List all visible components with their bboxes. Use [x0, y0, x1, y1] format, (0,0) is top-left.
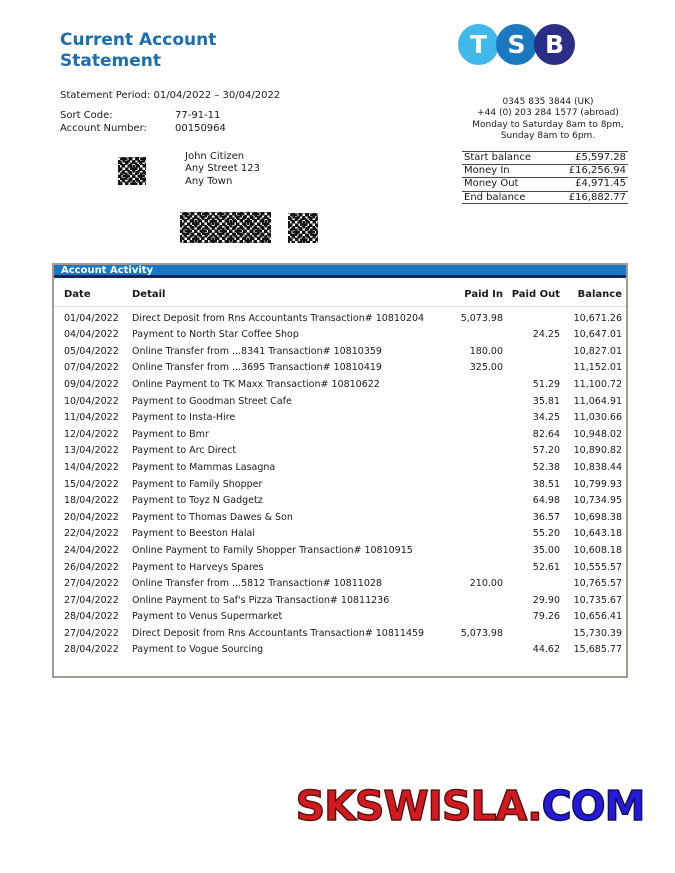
transaction-detail: Payment to Goodman Street Cafe — [132, 395, 292, 407]
balance-row-money-in — [462, 164, 628, 177]
transaction-date: 27/04/2022 — [64, 627, 119, 639]
col-header-detail: Detail — [132, 289, 166, 300]
transaction-paid-out: 38.51 — [532, 478, 560, 490]
transaction-balance: 15,685.77 — [573, 644, 622, 656]
statement-period-value: 01/04/2022 – 30/04/2022 — [153, 90, 281, 101]
transaction-detail: Direct Deposit from Rns Accountants Transaction# 10810204 — [132, 312, 425, 324]
statement-period — [60, 90, 280, 101]
transaction-paid-in — [447, 394, 503, 411]
transaction-paid-in: 210.00 — [469, 578, 503, 590]
transaction-row — [54, 609, 626, 626]
col-header-balance: Balance — [577, 289, 622, 300]
balance-value: £16,256.94 — [568, 165, 626, 177]
transaction-balance: 10,656.41 — [573, 611, 622, 623]
transaction-detail: Payment to Toyz N Gadgetz — [132, 495, 263, 507]
watermark-red-text: SKSWISLA. — [295, 782, 542, 830]
transaction-paid-out — [503, 626, 560, 643]
transaction-paid-in — [447, 642, 503, 659]
transaction-detail: Payment to Family Shopper — [132, 478, 263, 490]
balance-label: Start balance — [464, 152, 531, 163]
col-header-paid-in: Paid In — [464, 289, 503, 300]
transaction-row — [54, 344, 626, 361]
col-header-paid-out: Paid Out — [511, 289, 560, 300]
transaction-paid-in — [447, 443, 503, 460]
balance-value: £4,971.45 — [575, 178, 626, 190]
transaction-date: 12/04/2022 — [64, 428, 119, 440]
transaction-balance: 10,890.82 — [573, 445, 622, 457]
col-header-date: Date — [64, 289, 91, 300]
transaction-paid-out: 55.20 — [532, 528, 560, 540]
transaction-date: 01/04/2022 — [64, 312, 119, 324]
transaction-row — [54, 626, 626, 643]
transaction-balance: 11,064.91 — [573, 395, 622, 407]
transaction-paid-in — [447, 493, 503, 510]
transaction-detail: Payment to Bmr — [132, 428, 209, 440]
account-number-label: Account Number: — [60, 123, 147, 134]
transaction-row — [54, 377, 626, 394]
transaction-date: 13/04/2022 — [64, 445, 119, 457]
transaction-paid-out: 44.62 — [532, 644, 560, 656]
transaction-date: 26/04/2022 — [64, 561, 119, 573]
transaction-date: 09/04/2022 — [64, 378, 119, 390]
transaction-balance: 10,765.57 — [573, 578, 622, 590]
transaction-row — [54, 642, 626, 659]
transaction-paid-out: 36.57 — [532, 511, 560, 523]
watermark-blue-text: COM — [541, 782, 645, 830]
activity-rows — [54, 311, 626, 659]
sort-code-value: 77-91-11 — [175, 110, 221, 121]
transaction-paid-in — [447, 427, 503, 444]
transaction-detail: Payment to Harveys Spares — [132, 561, 264, 573]
bank-contact-line: Monday to Saturday 8am to 8pm, — [472, 119, 624, 130]
transaction-detail: Online Payment to TK Maxx Transaction# 10810622 — [132, 378, 380, 390]
logo-circle-t: T — [458, 24, 499, 65]
transaction-paid-in: 5,073.98 — [460, 627, 503, 639]
transaction-detail: Payment to Thomas Dawes & Son — [132, 511, 293, 523]
transaction-balance: 10,608.18 — [573, 544, 622, 556]
transaction-detail: Payment to Vogue Sourcing — [132, 644, 264, 656]
balance-summary-table — [462, 151, 628, 204]
transaction-date: 20/04/2022 — [64, 511, 119, 523]
transaction-paid-out: 52.61 — [532, 561, 560, 573]
transaction-detail: Payment to Arc Direct — [132, 445, 237, 457]
transaction-row — [54, 311, 626, 328]
transaction-row — [54, 510, 626, 527]
balance-label: End balance — [464, 191, 526, 203]
transaction-paid-out — [503, 311, 560, 328]
transaction-paid-in — [447, 510, 503, 527]
transaction-paid-out: 29.90 — [532, 594, 560, 606]
transaction-paid-out: 35.81 — [532, 395, 560, 407]
transaction-row — [54, 427, 626, 444]
transaction-balance: 11,100.72 — [573, 378, 622, 390]
transaction-detail: Payment to Mammas Lasagna — [132, 461, 276, 473]
transaction-date: 24/04/2022 — [64, 544, 119, 556]
transaction-date: 28/04/2022 — [64, 611, 119, 623]
transaction-balance: 10,799.93 — [573, 478, 622, 490]
bank-contact-line: +44 (0) 203 284 1577 (abroad) — [477, 108, 619, 119]
account-activity-section — [52, 263, 628, 678]
transaction-date: 27/04/2022 — [64, 594, 119, 606]
transaction-date: 11/04/2022 — [64, 412, 119, 424]
transaction-detail: Payment to Venus Supermarket — [132, 611, 283, 623]
sort-code-label: Sort Code: — [60, 110, 113, 121]
transaction-row — [54, 543, 626, 560]
recipient-address-block — [185, 151, 260, 188]
transaction-paid-out: 35.00 — [532, 544, 560, 556]
transaction-paid-out: 34.25 — [532, 412, 560, 424]
transaction-paid-in — [447, 543, 503, 560]
transaction-paid-out: 57.20 — [532, 445, 560, 457]
transaction-detail: Online Transfer from ...8341 Transaction# 10810359 — [132, 345, 382, 357]
transaction-paid-in: 5,073.98 — [460, 312, 503, 324]
transaction-paid-in — [447, 560, 503, 577]
tsb-logo — [461, 24, 575, 65]
balance-value: £5,597.28 — [575, 152, 626, 163]
transaction-detail: Payment to Insta-Hire — [132, 412, 236, 424]
recipient-address-line2: Any Town — [185, 175, 233, 187]
transaction-paid-out: 64.98 — [532, 495, 560, 507]
transaction-date: 10/04/2022 — [64, 395, 119, 407]
statement-period-label: Statement Period: — [60, 90, 151, 101]
transaction-row — [54, 493, 626, 510]
transaction-balance: 15,730.39 — [573, 627, 622, 639]
transaction-balance: 10,698.38 — [573, 511, 622, 523]
balance-label: Money In — [464, 165, 510, 177]
transaction-detail: Online Payment to Saf's Pizza Transaction# 10811236 — [132, 594, 390, 606]
transaction-date: 22/04/2022 — [64, 528, 119, 540]
transaction-row — [54, 593, 626, 610]
transaction-detail: Online Transfer from ...3695 Transaction# 10810419 — [132, 362, 382, 374]
balance-row-start — [462, 151, 628, 164]
site-watermark — [290, 782, 650, 830]
transaction-balance: 10,838.44 — [573, 461, 622, 473]
transaction-row — [54, 477, 626, 494]
transaction-paid-in — [447, 377, 503, 394]
bank-contact-line: 0345 835 3844 (UK) — [502, 97, 594, 107]
logo-circle-b: B — [534, 24, 575, 65]
balance-label: Money Out — [464, 178, 519, 190]
balance-row-money-out — [462, 177, 628, 190]
recipient-name: John Citizen — [185, 151, 245, 162]
page-title: Current Account Statement — [60, 30, 217, 72]
transaction-balance: 11,030.66 — [573, 412, 622, 424]
account-number-value: 00150964 — [175, 123, 226, 134]
transaction-date: 04/04/2022 — [64, 329, 119, 341]
transaction-paid-out: 24.25 — [532, 329, 560, 341]
transaction-date: 28/04/2022 — [64, 644, 119, 656]
transaction-paid-out: 79.26 — [532, 611, 560, 623]
transaction-paid-in: 325.00 — [469, 362, 503, 374]
transaction-balance: 10,948.02 — [573, 428, 622, 440]
account-activity-header-bar: Account Activity — [54, 265, 626, 278]
transaction-paid-in — [447, 593, 503, 610]
document-datamatrix-barcode-small — [288, 213, 318, 243]
transaction-paid-out — [503, 360, 560, 377]
transaction-date: 18/04/2022 — [64, 495, 119, 507]
transaction-row — [54, 460, 626, 477]
bank-contact-info — [438, 97, 658, 142]
transaction-row — [54, 443, 626, 460]
transaction-paid-in: 180.00 — [469, 345, 503, 357]
transaction-balance: 10,555.57 — [573, 561, 622, 573]
transaction-balance: 10,735.67 — [573, 594, 622, 606]
transaction-detail: Online Transfer from ...5812 Transaction# 10811028 — [132, 578, 382, 590]
transaction-paid-in — [447, 526, 503, 543]
balance-value: £16,882.77 — [568, 191, 626, 203]
transaction-paid-in — [447, 477, 503, 494]
transaction-paid-out — [503, 576, 560, 593]
transaction-detail: Direct Deposit from Rns Accountants Transaction# 10811459 — [132, 627, 425, 639]
transaction-balance: 10,643.18 — [573, 528, 622, 540]
transaction-row — [54, 576, 626, 593]
transaction-date: 05/04/2022 — [64, 345, 119, 357]
transaction-paid-in — [447, 609, 503, 626]
transaction-date: 15/04/2022 — [64, 478, 119, 490]
transaction-date: 07/04/2022 — [64, 362, 119, 374]
bank-contact-line: Sunday 8am to 6pm. — [500, 130, 596, 141]
transaction-row — [54, 526, 626, 543]
transaction-balance: 10,647.01 — [573, 329, 622, 341]
document-datamatrix-barcode-wide — [180, 212, 271, 243]
transaction-paid-in — [447, 460, 503, 477]
address-datamatrix-barcode — [118, 157, 146, 185]
transaction-date: 14/04/2022 — [64, 461, 119, 473]
transaction-balance: 10,671.26 — [573, 312, 622, 324]
transaction-paid-out: 51.29 — [532, 378, 560, 390]
transaction-balance: 11,152.01 — [573, 362, 622, 374]
transaction-paid-in — [447, 327, 503, 344]
balance-row-end — [462, 191, 628, 204]
transaction-row — [54, 410, 626, 427]
transaction-row — [54, 327, 626, 344]
transaction-paid-out: 82.64 — [532, 428, 560, 440]
transaction-row — [54, 360, 626, 377]
transaction-paid-out — [503, 344, 560, 361]
transaction-paid-in — [447, 410, 503, 427]
activity-table-header — [54, 287, 626, 307]
transaction-row — [54, 394, 626, 411]
transaction-date: 27/04/2022 — [64, 578, 119, 590]
transaction-paid-out: 52.38 — [532, 461, 560, 473]
transaction-detail: Online Payment to Family Shopper Transaction# 10810915 — [132, 544, 413, 556]
logo-circle-s: S — [496, 24, 537, 65]
transaction-detail: Payment to North Star Coffee Shop — [132, 329, 299, 341]
transaction-detail: Payment to Beeston Halal — [132, 528, 255, 540]
transaction-row — [54, 560, 626, 577]
transaction-balance: 10,734.95 — [573, 495, 622, 507]
transaction-balance: 10,827.01 — [573, 345, 622, 357]
recipient-address-line1: Any Street 123 — [185, 163, 260, 175]
